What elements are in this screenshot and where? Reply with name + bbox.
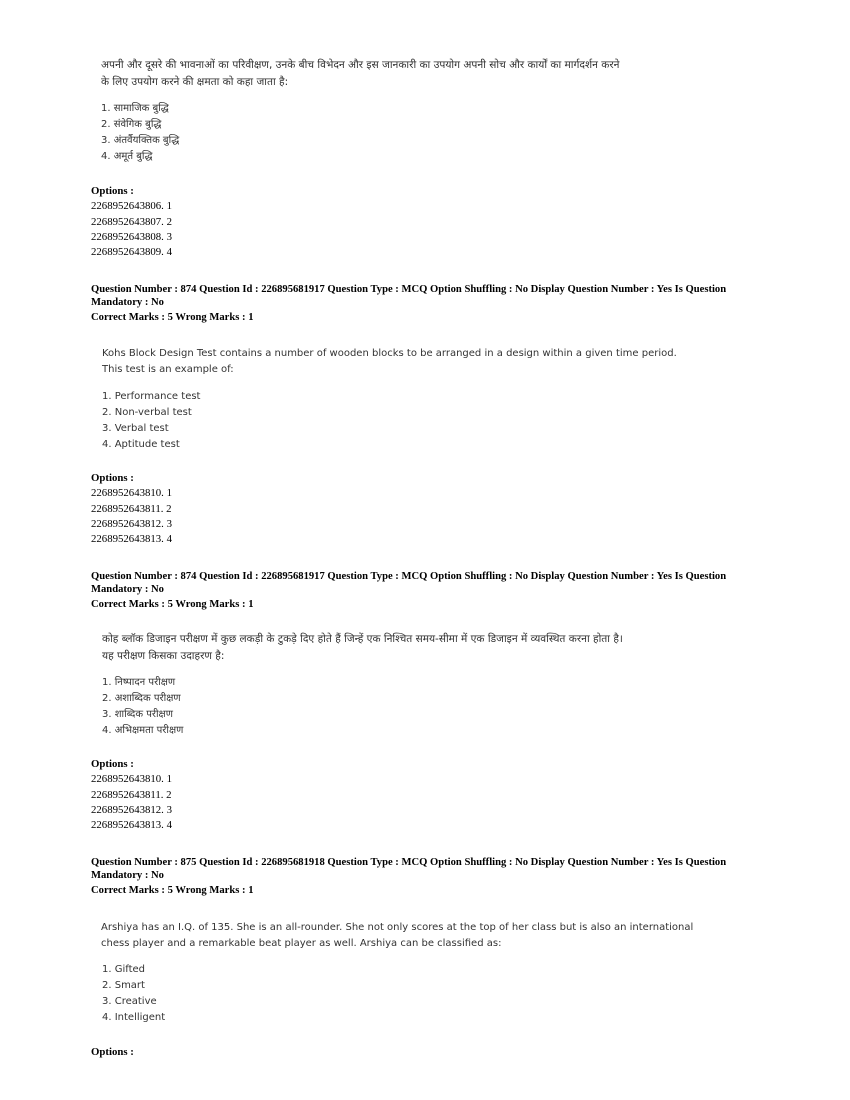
option-id: 2268952643812. 3	[91, 803, 172, 816]
answer-choice: 3. Verbal test	[102, 423, 169, 434]
options-label: Options :	[91, 758, 134, 770]
options-label: Options :	[91, 472, 134, 484]
answer-choices-2	[102, 389, 200, 453]
answer-choices-3	[102, 675, 183, 739]
answer-choice: 4. अमूर्त बुद्धि	[101, 151, 153, 162]
question-block-4	[101, 920, 693, 952]
option-id: 2268952643810. 1	[91, 487, 172, 500]
question-marks: Correct Marks : 5 Wrong Marks : 1	[91, 312, 254, 323]
answer-choice: 4. Aptitude test	[102, 439, 180, 450]
options-section-4	[91, 1045, 134, 1060]
answer-choice: 1. निष्पादन परीक्षण	[102, 677, 176, 688]
question-text-line-1: कोह ब्लॉक डिजाइन परीक्षण में कुछ लकड़ी के टुकड़े दिए होते हैं जिन्हें एक निश्चित समय-सीमा में एक डिजाइन में व्यवस्थित करना होता है।	[102, 633, 623, 645]
question-block-2	[102, 346, 677, 378]
answer-choice: 3. अंतर्वैयक्तिक बुद्धि	[101, 135, 180, 146]
option-id: 2268952643813. 4	[91, 533, 172, 546]
answer-choice: 2. Non-verbal test	[102, 407, 192, 418]
answer-choice: 4. अभिक्षमता परीक्षण	[102, 725, 184, 736]
answer-choice: 3. Creative	[102, 996, 157, 1007]
options-label: Options :	[91, 185, 134, 197]
answer-choice: 4. Intelligent	[102, 1012, 166, 1023]
question-meta-line: Question Number : 875 Question Id : 226895681918 Question Type : MCQ Option Shuffling : No Display Question Number : Yes Is Question	[91, 857, 727, 868]
options-section-2	[91, 471, 172, 547]
question-text-line-2: यह परीक्षण किसका उदाहरण है:	[102, 650, 225, 662]
answer-choice: 1. Performance test	[102, 391, 201, 402]
option-id: 2268952643811. 2	[91, 502, 172, 515]
options-label: Options :	[91, 1046, 134, 1058]
question-marks: Correct Marks : 5 Wrong Marks : 1	[91, 885, 254, 896]
question-meta-1	[91, 283, 751, 324]
question-meta-3	[91, 856, 751, 897]
answer-choice: 3. शाब्दिक परीक्षण	[102, 709, 173, 720]
question-meta-line: Question Number : 874 Question Id : 226895681917 Question Type : MCQ Option Shuffling : No Display Question Number : Yes Is Question	[91, 284, 727, 295]
question-text-line-2: This test is an example of:	[102, 364, 234, 375]
options-section-3	[91, 757, 172, 833]
question-text-line-1: अपनी और दूसरे की भावनाओं का परिवीक्षण, उनके बीच विभेदन और इस जानकारी का उपयोग अपनी सोच और कार्यों का मार्गदर्शन करने	[101, 59, 620, 71]
question-text-line-1: Arshiya has an I.Q. of 135. She is an all-rounder. She not only scores at the top of her class but is also an international	[101, 922, 694, 933]
option-id: 2268952643808. 3	[91, 230, 172, 243]
option-id: 2268952643813. 4	[91, 819, 172, 832]
answer-choices-4	[102, 962, 165, 1026]
option-id: 2268952643809. 4	[91, 246, 172, 259]
answer-choice: 1. सामाजिक बुद्धि	[101, 103, 169, 114]
question-meta-line: Mandatory : No	[91, 870, 164, 881]
answer-choices-1	[101, 101, 179, 165]
option-id: 2268952643811. 2	[91, 788, 172, 801]
answer-choice: 2. अशाब्दिक परीक्षण	[102, 693, 181, 704]
option-id: 2268952643810. 1	[91, 773, 172, 786]
option-id: 2268952643806. 1	[91, 200, 172, 213]
option-id: 2268952643807. 2	[91, 215, 172, 228]
question-text-line-2: के लिए उपयोग करने की क्षमता को कहा जाता है:	[101, 76, 289, 88]
question-marks: Correct Marks : 5 Wrong Marks : 1	[91, 599, 254, 610]
question-meta-2	[91, 570, 751, 611]
options-section-1	[91, 184, 172, 260]
question-meta-line: Mandatory : No	[91, 297, 164, 308]
question-meta-line: Mandatory : No	[91, 584, 164, 595]
question-meta-line: Question Number : 874 Question Id : 226895681917 Question Type : MCQ Option Shuffling : No Display Question Number : Yes Is Question	[91, 571, 727, 582]
question-block-3	[102, 631, 623, 665]
answer-choice: 1. Gifted	[102, 964, 146, 975]
question-text-line-1: Kohs Block Design Test contains a number of wooden blocks to be arranged in a design within a given time period.	[102, 348, 677, 359]
question-block-1	[101, 57, 620, 91]
question-text-line-2: chess player and a remarkable beat player as well. Arshiya can be classified as:	[101, 938, 502, 949]
answer-choice: 2. Smart	[102, 980, 145, 991]
answer-choice: 2. संवेगिक बुद्धि	[101, 119, 162, 130]
option-id: 2268952643812. 3	[91, 517, 172, 530]
